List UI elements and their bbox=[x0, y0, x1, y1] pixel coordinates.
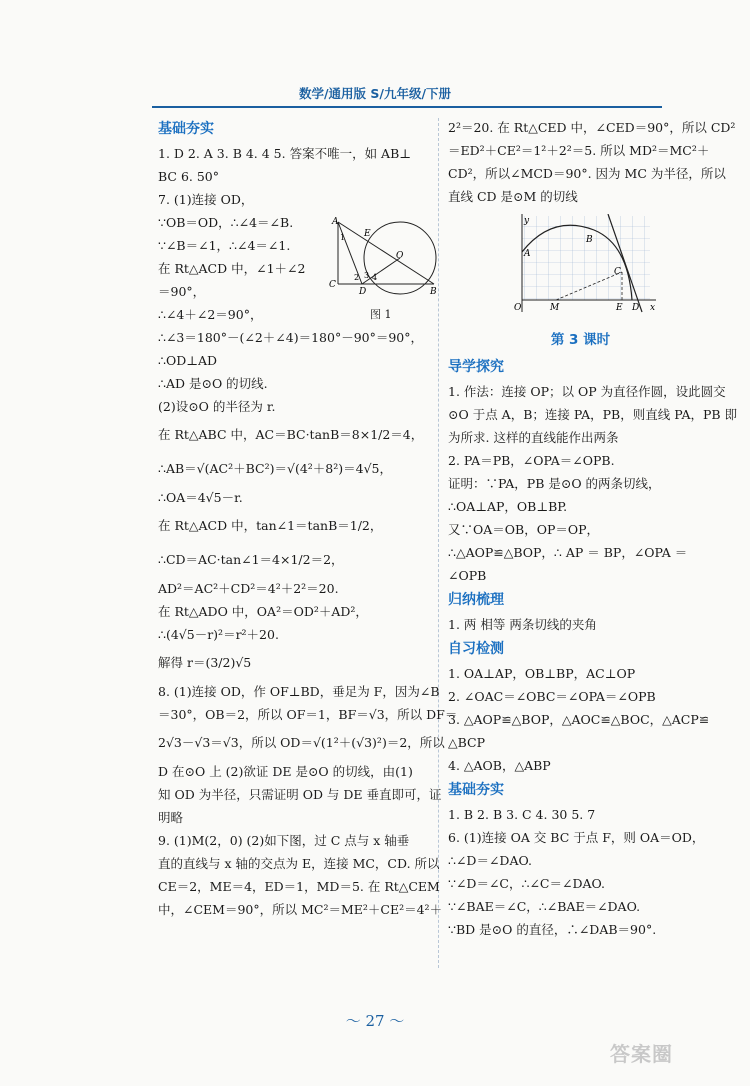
answer-line: D 在⊙O 上 (2)欲证 DE 是⊙O 的切线，由(1) bbox=[158, 764, 413, 779]
answer-line: 证明：∵PA，PB 是⊙O 的两条切线， bbox=[448, 476, 661, 491]
lesson-title: 第 3 课时 bbox=[550, 332, 611, 348]
answer-line: 7. (1)连接 OD， bbox=[158, 192, 254, 207]
answer-line: ＝ED²＋CE²＝1²＋2²＝5. 所以 MD²＝MC²＋ bbox=[448, 143, 710, 158]
answer-line: 直线 CD 是⊙M 的切线 bbox=[448, 189, 578, 204]
figure-2-coordinate-diagram bbox=[512, 214, 658, 314]
section-title-guide: 导学探究 bbox=[448, 359, 504, 375]
answer-line: BC 6. 50° bbox=[158, 169, 220, 184]
answer-line: 又∵OA＝OB，OP＝OP， bbox=[448, 522, 600, 537]
answer-line: 1. 两 相等 两条切线的夹角 bbox=[448, 617, 597, 632]
section-title-basic: 基础夯实 bbox=[448, 782, 504, 798]
answer-line: ∴CD＝AC·tan∠1＝4×1/2＝2， bbox=[158, 552, 344, 567]
answer-line: 4. △AOB，△ABP bbox=[448, 758, 551, 773]
section-title-self-check: 自习检测 bbox=[448, 641, 504, 657]
answer-line: ∴OA⊥AP，OB⊥BP. bbox=[448, 499, 568, 514]
answer-line: 1. 作法：连接 OP；以 OP 为直径作圆，设此圆交 bbox=[448, 384, 726, 399]
watermark-logo: 答案圈 bbox=[610, 1042, 673, 1066]
answer-line: 1. D 2. A 3. B 4. 4 5. 答案不唯一，如 AB⊥ bbox=[158, 146, 412, 161]
answer-line: 2. ∠OAC＝∠OBC＝∠OPA＝∠OPB bbox=[448, 689, 656, 704]
answer-line: ∴AD 是⊙O 的切线. bbox=[158, 376, 268, 391]
answer-line: ∵∠B＝∠1，∴∠4＝∠1. bbox=[158, 238, 291, 253]
header-rule bbox=[152, 106, 662, 108]
fig2-label: D bbox=[632, 303, 640, 313]
page-header: 数学/通用版 S/九年级/下册 bbox=[298, 86, 452, 101]
answer-line: ∠OPB bbox=[448, 568, 487, 583]
fig2-label: B bbox=[586, 235, 593, 245]
fig2-label: E bbox=[616, 303, 623, 313]
answer-line: 直的直线与 x 轴的交点为 E，连接 MC，CD. 所以 bbox=[158, 856, 440, 871]
answer-line: ＝30°，OB＝2，所以 OF＝1，BF＝√3，所以 DF＝ bbox=[158, 707, 458, 722]
page-number: ～ 27 ～ bbox=[345, 1012, 405, 1030]
fig1-label: A bbox=[332, 217, 339, 227]
answer-line: 2. PA＝PB，∠OPA＝∠OPB. bbox=[448, 453, 615, 468]
answer-line: 在 Rt△ADO 中，OA²＝OD²＋AD²， bbox=[158, 604, 368, 619]
answer-line: 知 OD 为半径，只需证明 OD 与 DE 垂直即可，证 bbox=[158, 787, 442, 802]
fig1-label: O bbox=[396, 251, 404, 261]
answer-line: △BCP bbox=[448, 735, 486, 750]
fig2-label: M bbox=[550, 303, 560, 313]
answer-line: CE＝2，ME＝4，ED＝1，MD＝5. 在 Rt△CEM bbox=[158, 879, 440, 894]
answer-line: ∵∠BAE＝∠C，∴∠BAE＝∠DAO. bbox=[448, 899, 641, 914]
answer-line: 在 Rt△ACD 中，tan∠1＝tanB＝1/2， bbox=[158, 518, 383, 533]
fig1-label: 4 bbox=[372, 273, 378, 282]
answer-line: 1. OA⊥AP，OB⊥BP，AC⊥OP bbox=[448, 666, 636, 681]
answer-line: ∵BD 是⊙O 的直径，∴∠DAB＝90°. bbox=[448, 922, 657, 937]
answer-line: 2²＝20. 在 Rt△CED 中，∠CED＝90°，所以 CD² bbox=[448, 120, 736, 135]
answer-line: ∴∠4＋∠2＝90°， bbox=[158, 307, 263, 322]
answer-line: 明略 bbox=[158, 810, 184, 825]
fig1-label: 1 bbox=[340, 233, 346, 242]
answer-line: ∴∠3＝180°－(∠2＋∠4)＝180°－90°＝90°， bbox=[158, 330, 424, 345]
answer-line: 9. (1)M(2，0) (2)如下图，过 C 点与 x 轴垂 bbox=[158, 833, 410, 848]
answer-line: ⊙O 于点 A，B；连接 PA，PB，则直线 PA，PB 即 bbox=[448, 407, 738, 422]
answer-line: 2√3－√3＝√3，所以 OD＝√(1²＋(√3)²)＝2，所以 bbox=[158, 735, 445, 750]
fig1-label: C bbox=[329, 280, 336, 290]
answer-line: AD²＝AC²＋CD²＝4²＋2²＝20. bbox=[158, 581, 339, 596]
answer-line: 3. △AOP≌△BOP，△AOC≌△BOC，△ACP≌ bbox=[448, 712, 710, 727]
answer-line: 6. (1)连接 OA 交 BC 于点 F，则 OA＝OD， bbox=[448, 830, 705, 845]
answer-line: ∴AB＝√(AC²＋BC²)＝√(4²＋8²)＝4√5， bbox=[158, 461, 392, 476]
answer-line: 中，∠CEM＝90°，所以 MC²＝ME²＋CE²＝4²＋ bbox=[158, 902, 443, 917]
fig2-label: A bbox=[524, 249, 531, 259]
answer-line: 1. B 2. B 3. C 4. 30 5. 7 bbox=[448, 807, 596, 822]
answer-line: ＝90°， bbox=[158, 284, 206, 299]
answer-line: ∵OB＝OD，∴∠4＝∠B. bbox=[158, 215, 294, 230]
fig2-label: O bbox=[514, 303, 522, 313]
answer-line: ∵∠D＝∠C，∴∠C＝∠DAO. bbox=[448, 876, 605, 891]
fig1-label: E bbox=[364, 229, 371, 239]
answer-line: ∴△AOP≌△BOP，∴ AP ＝ BP，∠OPA ＝ bbox=[448, 545, 688, 560]
section-title-basic: 基础夯实 bbox=[158, 121, 214, 137]
answer-line: 在 Rt△ACD 中，∠1＋∠2 bbox=[158, 261, 306, 276]
answer-line: CD²，所以∠MCD＝90°. 因为 MC 为半径，所以 bbox=[448, 166, 726, 181]
answer-line: ∴OD⊥AD bbox=[158, 353, 218, 368]
answer-line: 在 Rt△ABC 中，AC＝BC·tanB＝8×1/2＝4， bbox=[158, 427, 424, 442]
answer-line: 8. (1)连接 OD，作 OF⊥BD，垂足为 F，因为∠B bbox=[158, 684, 440, 699]
fig2-label: x bbox=[650, 303, 656, 313]
section-title-summary: 归纳梳理 bbox=[448, 592, 504, 608]
answer-line: (2)设⊙O 的半径为 r. bbox=[158, 399, 276, 414]
answer-line: ∴(4√5－r)²＝r²＋20. bbox=[158, 627, 279, 642]
answer-line: ∴OA＝4√5－r. bbox=[158, 490, 243, 505]
fig1-label: 2 bbox=[354, 273, 360, 282]
answer-line: 为所求. 这样的直线能作出两条 bbox=[448, 430, 619, 445]
fig2-label: y bbox=[524, 216, 530, 226]
fig1-label: D bbox=[359, 287, 367, 297]
fig2-label: C bbox=[614, 267, 621, 277]
figure-1-caption: 图 1 bbox=[370, 308, 392, 321]
fig1-label: 3 bbox=[364, 271, 370, 280]
answer-line: ∴∠D＝∠DAO. bbox=[448, 853, 532, 868]
answer-line: 解得 r＝(3/2)√5 bbox=[158, 655, 252, 670]
fig1-label: B bbox=[430, 287, 437, 297]
